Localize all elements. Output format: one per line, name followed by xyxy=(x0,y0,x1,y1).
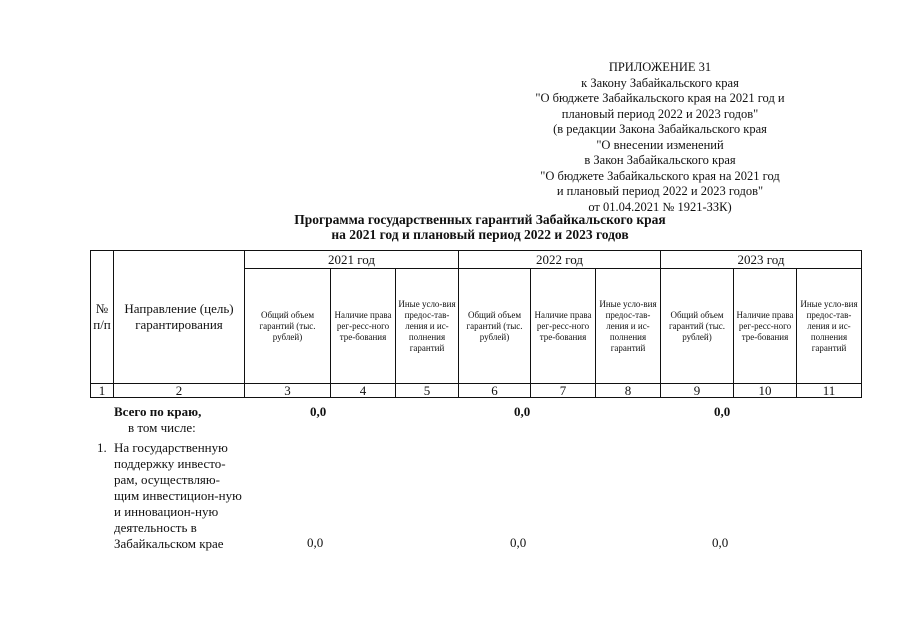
appendix-line: "О бюджете Забайкальского края на 2021 год xyxy=(540,168,780,183)
header-other-conditions: Иные усло-вия предос-тав-ления и ис-полнения гарантий xyxy=(797,269,862,384)
title-line-1: Программа государственных гарантий Забайкальского края xyxy=(294,212,666,227)
appendix-line: в Закон Забайкальского края xyxy=(584,153,736,167)
guarantees-table xyxy=(90,250,862,398)
header-direction: Направление (цель) гарантирования xyxy=(114,251,245,384)
column-number: 11 xyxy=(797,384,862,398)
total-2022: 0,0 xyxy=(514,404,531,419)
appendix-header xyxy=(500,60,820,215)
header-other-conditions: Иные усло-вия предос-тав-ления и ис-полнения гарантий xyxy=(396,269,459,384)
item-value-2021: 0,0 xyxy=(307,535,324,550)
column-number: 5 xyxy=(396,384,459,398)
header-volume: Общий объем гарантий (тыс. рублей) xyxy=(661,269,734,384)
header-volume: Общий объем гарантий (тыс. рублей) xyxy=(245,269,331,384)
total-label: Всего по краю, xyxy=(114,404,202,419)
column-number: 4 xyxy=(331,384,396,398)
header-no: № п/п xyxy=(91,251,114,384)
title-line-2: на 2021 год и плановый период 2022 и 2023 годов xyxy=(331,227,629,242)
header-regress: Наличие права рег-ресс-ного тре-бования xyxy=(331,269,396,384)
header-year-2023: 2023 год xyxy=(661,251,862,269)
appendix-line: (в редакции Закона Забайкальского края xyxy=(553,122,767,136)
column-number: 1 xyxy=(91,384,114,398)
appendix-line: к Закону Забайкальского края xyxy=(581,75,739,90)
appendix-line: ПРИЛОЖЕНИЕ 31 xyxy=(608,60,712,74)
total-2023: 0,0 xyxy=(714,404,731,419)
item-direction: На государственную поддержку инвесто-рам, осуществляю-щим инвестицион-ную и инновацион-ную деятельность в Забайкальском крае xyxy=(114,440,242,551)
column-number: 10 xyxy=(734,384,797,398)
document-title xyxy=(230,212,730,242)
appendix-line: плановый период 2022 и 2023 годов" xyxy=(561,106,759,121)
item-number: 1. xyxy=(97,440,107,455)
total-2021: 0,0 xyxy=(310,404,327,419)
appendix-line: и плановый период 2022 и 2023 годов" xyxy=(556,184,764,198)
column-number: 2 xyxy=(114,384,245,398)
appendix-line: от 01.04.2021 № 1921-ЗЗК) xyxy=(588,199,732,214)
column-number: 6 xyxy=(459,384,531,398)
column-number: 9 xyxy=(661,384,734,398)
item-value-2022: 0,0 xyxy=(510,535,527,550)
item-value-2023: 0,0 xyxy=(712,535,729,550)
header-regress: Наличие права рег-ресс-ного тре-бования xyxy=(734,269,797,384)
header-regress: Наличие права рег-ресс-ного тре-бования xyxy=(531,269,596,384)
including-label: в том числе: xyxy=(128,420,196,435)
header-volume: Общий объем гарантий (тыс. рублей) xyxy=(459,269,531,384)
appendix-line: "О бюджете Забайкальского края на 2021 год и xyxy=(535,91,785,105)
column-number: 7 xyxy=(531,384,596,398)
appendix-line: "О внесении изменений xyxy=(596,137,724,152)
header-year-2021: 2021 год xyxy=(245,251,459,269)
header-other-conditions: Иные усло-вия предос-тав-ления и ис-полнения гарантий xyxy=(596,269,661,384)
column-number: 3 xyxy=(245,384,331,398)
header-year-2022: 2022 год xyxy=(459,251,661,269)
column-number: 8 xyxy=(596,384,661,398)
